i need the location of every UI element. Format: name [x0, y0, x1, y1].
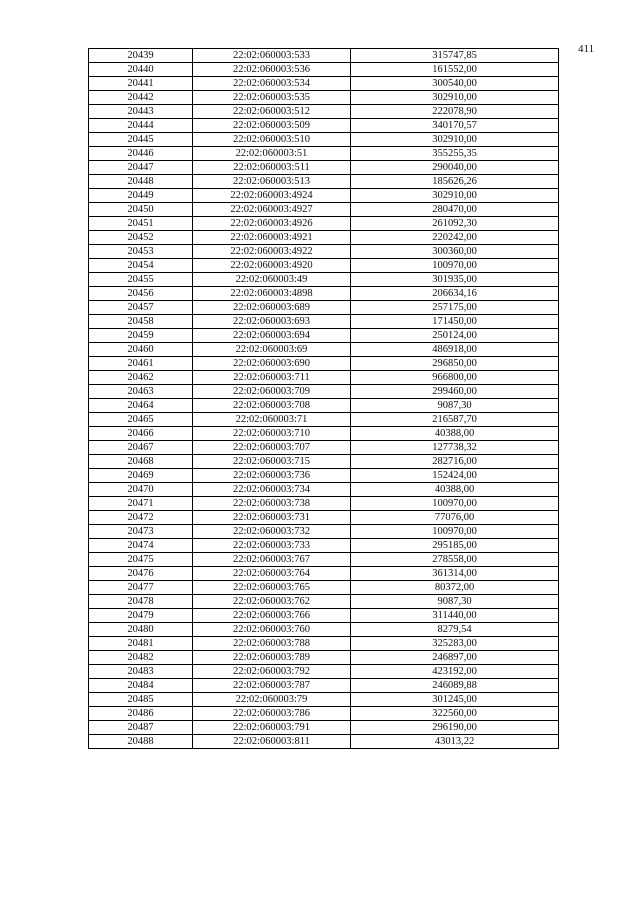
table-row: [89, 315, 559, 329]
row-index-cell: 20454: [89, 259, 193, 273]
cadastral-number-cell: 22:02:060003:710: [193, 427, 351, 441]
page-number: 411: [578, 43, 595, 55]
table-row: [89, 581, 559, 595]
row-index-cell: 20465: [89, 413, 193, 427]
row-index-cell: 20444: [89, 119, 193, 133]
cadastral-value-cell: 302910,00: [351, 133, 559, 147]
cadastral-number-cell: 22:02:060003:736: [193, 469, 351, 483]
cadastral-number-cell: 22:02:060003:509: [193, 119, 351, 133]
cadastral-number-cell: 22:02:060003:764: [193, 567, 351, 581]
row-index-cell: 20474: [89, 539, 193, 553]
row-index-cell: 20473: [89, 525, 193, 539]
row-index-cell: 20466: [89, 427, 193, 441]
cadastral-value-cell: 100970,00: [351, 497, 559, 511]
row-index-cell: 20484: [89, 679, 193, 693]
table-row: [89, 553, 559, 567]
table-row: [89, 511, 559, 525]
table-row: [89, 539, 559, 553]
row-index-cell: 20475: [89, 553, 193, 567]
cadastral-number-cell: 22:02:060003:536: [193, 63, 351, 77]
table-row: [89, 49, 559, 63]
cadastral-number-cell: 22:02:060003:766: [193, 609, 351, 623]
cadastral-number-cell: 22:02:060003:707: [193, 441, 351, 455]
table-row: [89, 133, 559, 147]
cadastral-value-cell: 290040,00: [351, 161, 559, 175]
cadastral-value-cell: 246897,00: [351, 651, 559, 665]
cadastral-number-cell: 22:02:060003:4922: [193, 245, 351, 259]
cadastral-number-cell: 22:02:060003:709: [193, 385, 351, 399]
cadastral-value-cell: 43013,22: [351, 735, 559, 749]
row-index-cell: 20478: [89, 595, 193, 609]
row-index-cell: 20486: [89, 707, 193, 721]
cadastral-value-cell: 355255,35: [351, 147, 559, 161]
table-row: [89, 203, 559, 217]
cadastral-number-cell: 22:02:060003:760: [193, 623, 351, 637]
cadastral-value-cell: 280470,00: [351, 203, 559, 217]
table-row: [89, 483, 559, 497]
cadastral-value-cell: 278558,00: [351, 553, 559, 567]
cadastral-value-cell: 246089,88: [351, 679, 559, 693]
table-row: [89, 119, 559, 133]
row-index-cell: 20460: [89, 343, 193, 357]
table-row: [89, 665, 559, 679]
row-index-cell: 20455: [89, 273, 193, 287]
table-row: [89, 175, 559, 189]
table-row: [89, 259, 559, 273]
cadastral-value-cell: 315747,85: [351, 49, 559, 63]
cadastral-value-cell: 361314,00: [351, 567, 559, 581]
row-index-cell: 20445: [89, 133, 193, 147]
table-row: [89, 413, 559, 427]
cadastral-value-table: [88, 48, 559, 749]
row-index-cell: 20456: [89, 287, 193, 301]
table-body: [89, 49, 559, 749]
table-row: [89, 469, 559, 483]
cadastral-number-cell: 22:02:060003:733: [193, 539, 351, 553]
table-row: [89, 595, 559, 609]
cadastral-number-cell: 22:02:060003:535: [193, 91, 351, 105]
table-row: [89, 329, 559, 343]
cadastral-value-cell: 300540,00: [351, 77, 559, 91]
cadastral-number-cell: 22:02:060003:791: [193, 721, 351, 735]
cadastral-value-cell: 216587,70: [351, 413, 559, 427]
row-index-cell: 20482: [89, 651, 193, 665]
cadastral-value-cell: 301935,00: [351, 273, 559, 287]
cadastral-value-cell: 325283,00: [351, 637, 559, 651]
table-row: [89, 91, 559, 105]
table-row: [89, 427, 559, 441]
cadastral-number-cell: 22:02:060003:787: [193, 679, 351, 693]
cadastral-number-cell: 22:02:060003:690: [193, 357, 351, 371]
table-row: [89, 609, 559, 623]
cadastral-number-cell: 22:02:060003:762: [193, 595, 351, 609]
cadastral-number-cell: 22:02:060003:51: [193, 147, 351, 161]
cadastral-number-cell: 22:02:060003:510: [193, 133, 351, 147]
table-row: [89, 693, 559, 707]
row-index-cell: 20464: [89, 399, 193, 413]
cadastral-number-cell: 22:02:060003:715: [193, 455, 351, 469]
cadastral-value-cell: 299460,00: [351, 385, 559, 399]
cadastral-value-cell: 250124,00: [351, 329, 559, 343]
row-index-cell: 20439: [89, 49, 193, 63]
row-index-cell: 20477: [89, 581, 193, 595]
cadastral-value-cell: 206634,16: [351, 287, 559, 301]
table-row: [89, 105, 559, 119]
table-row: [89, 679, 559, 693]
row-index-cell: 20469: [89, 469, 193, 483]
table-row: [89, 637, 559, 651]
cadastral-value-cell: 282716,00: [351, 455, 559, 469]
cadastral-number-cell: 22:02:060003:734: [193, 483, 351, 497]
cadastral-number-cell: 22:02:060003:71: [193, 413, 351, 427]
row-index-cell: 20457: [89, 301, 193, 315]
row-index-cell: 20479: [89, 609, 193, 623]
cadastral-number-cell: 22:02:060003:694: [193, 329, 351, 343]
row-index-cell: 20463: [89, 385, 193, 399]
cadastral-number-cell: 22:02:060003:49: [193, 273, 351, 287]
row-index-cell: 20451: [89, 217, 193, 231]
row-index-cell: 20441: [89, 77, 193, 91]
cadastral-value-cell: 8279,54: [351, 623, 559, 637]
cadastral-number-cell: 22:02:060003:4921: [193, 231, 351, 245]
cadastral-value-cell: 161552,00: [351, 63, 559, 77]
table-row: [89, 497, 559, 511]
cadastral-value-cell: 185626,26: [351, 175, 559, 189]
cadastral-value-cell: 257175,00: [351, 301, 559, 315]
row-index-cell: 20485: [89, 693, 193, 707]
row-index-cell: 20461: [89, 357, 193, 371]
cadastral-number-cell: 22:02:060003:708: [193, 399, 351, 413]
row-index-cell: 20483: [89, 665, 193, 679]
cadastral-value-cell: 322560,00: [351, 707, 559, 721]
row-index-cell: 20481: [89, 637, 193, 651]
cadastral-number-cell: 22:02:060003:811: [193, 735, 351, 749]
row-index-cell: 20468: [89, 455, 193, 469]
row-index-cell: 20487: [89, 721, 193, 735]
row-index-cell: 20472: [89, 511, 193, 525]
table-row: [89, 721, 559, 735]
row-index-cell: 20446: [89, 147, 193, 161]
table-row: [89, 63, 559, 77]
cadastral-value-cell: 100970,00: [351, 259, 559, 273]
cadastral-number-cell: 22:02:060003:689: [193, 301, 351, 315]
cadastral-value-cell: 295185,00: [351, 539, 559, 553]
cadastral-value-cell: 152424,00: [351, 469, 559, 483]
table-row: [89, 525, 559, 539]
cadastral-number-cell: 22:02:060003:4924: [193, 189, 351, 203]
cadastral-value-cell: 302910,00: [351, 189, 559, 203]
cadastral-value-cell: 296850,00: [351, 357, 559, 371]
cadastral-value-cell: 311440,00: [351, 609, 559, 623]
table-row: [89, 441, 559, 455]
cadastral-number-cell: 22:02:060003:789: [193, 651, 351, 665]
row-index-cell: 20452: [89, 231, 193, 245]
table-row: [89, 343, 559, 357]
cadastral-value-cell: 302910,00: [351, 91, 559, 105]
cadastral-value-cell: 966800,00: [351, 371, 559, 385]
table-row: [89, 567, 559, 581]
table-row: [89, 707, 559, 721]
cadastral-number-cell: 22:02:060003:512: [193, 105, 351, 119]
row-index-cell: 20471: [89, 497, 193, 511]
row-index-cell: 20449: [89, 189, 193, 203]
table-row: [89, 623, 559, 637]
cadastral-value-cell: 77076,00: [351, 511, 559, 525]
row-index-cell: 20453: [89, 245, 193, 259]
cadastral-value-cell: 222078,90: [351, 105, 559, 119]
cadastral-value-cell: 127738,32: [351, 441, 559, 455]
table-row: [89, 651, 559, 665]
cadastral-value-cell: 9087,30: [351, 399, 559, 413]
table-row: [89, 287, 559, 301]
cadastral-value-cell: 301245,00: [351, 693, 559, 707]
cadastral-number-cell: 22:02:060003:533: [193, 49, 351, 63]
row-index-cell: 20470: [89, 483, 193, 497]
row-index-cell: 20448: [89, 175, 193, 189]
cadastral-number-cell: 22:02:060003:4920: [193, 259, 351, 273]
cadastral-number-cell: 22:02:060003:4927: [193, 203, 351, 217]
row-index-cell: 20440: [89, 63, 193, 77]
table-row: [89, 231, 559, 245]
cadastral-number-cell: 22:02:060003:792: [193, 665, 351, 679]
table-row: [89, 735, 559, 749]
cadastral-number-cell: 22:02:060003:767: [193, 553, 351, 567]
row-index-cell: 20447: [89, 161, 193, 175]
row-index-cell: 20462: [89, 371, 193, 385]
cadastral-value-cell: 40388,00: [351, 483, 559, 497]
cadastral-number-cell: 22:02:060003:788: [193, 637, 351, 651]
cadastral-value-cell: 40388,00: [351, 427, 559, 441]
cadastral-value-cell: 296190,00: [351, 721, 559, 735]
table-row: [89, 357, 559, 371]
table-row: [89, 161, 559, 175]
cadastral-number-cell: 22:02:060003:511: [193, 161, 351, 175]
cadastral-number-cell: 22:02:060003:513: [193, 175, 351, 189]
cadastral-number-cell: 22:02:060003:4926: [193, 217, 351, 231]
cadastral-number-cell: 22:02:060003:4898: [193, 287, 351, 301]
row-index-cell: 20459: [89, 329, 193, 343]
row-index-cell: 20443: [89, 105, 193, 119]
cadastral-number-cell: 22:02:060003:711: [193, 371, 351, 385]
row-index-cell: 20450: [89, 203, 193, 217]
table-row: [89, 77, 559, 91]
cadastral-number-cell: 22:02:060003:786: [193, 707, 351, 721]
table-row: [89, 385, 559, 399]
cadastral-value-cell: 100970,00: [351, 525, 559, 539]
table-row: [89, 147, 559, 161]
row-index-cell: 20442: [89, 91, 193, 105]
cadastral-number-cell: 22:02:060003:765: [193, 581, 351, 595]
cadastral-value-cell: 171450,00: [351, 315, 559, 329]
table-row: [89, 245, 559, 259]
table-row: [89, 189, 559, 203]
row-index-cell: 20458: [89, 315, 193, 329]
cadastral-value-cell: 9087,30: [351, 595, 559, 609]
cadastral-number-cell: 22:02:060003:731: [193, 511, 351, 525]
row-index-cell: 20480: [89, 623, 193, 637]
row-index-cell: 20488: [89, 735, 193, 749]
cadastral-value-cell: 423192,00: [351, 665, 559, 679]
cadastral-number-cell: 22:02:060003:79: [193, 693, 351, 707]
cadastral-value-cell: 261092,30: [351, 217, 559, 231]
table-row: [89, 455, 559, 469]
cadastral-value-cell: 300360,00: [351, 245, 559, 259]
table-row: [89, 273, 559, 287]
row-index-cell: 20467: [89, 441, 193, 455]
cadastral-number-cell: 22:02:060003:69: [193, 343, 351, 357]
table-row: [89, 399, 559, 413]
table-row: [89, 371, 559, 385]
cadastral-number-cell: 22:02:060003:693: [193, 315, 351, 329]
cadastral-number-cell: 22:02:060003:534: [193, 77, 351, 91]
cadastral-number-cell: 22:02:060003:738: [193, 497, 351, 511]
row-index-cell: 20476: [89, 567, 193, 581]
cadastral-value-cell: 486918,00: [351, 343, 559, 357]
cadastral-value-cell: 340170,57: [351, 119, 559, 133]
cadastral-value-cell: 80372,00: [351, 581, 559, 595]
cadastral-number-cell: 22:02:060003:732: [193, 525, 351, 539]
cadastral-value-cell: 220242,00: [351, 231, 559, 245]
table-row: [89, 217, 559, 231]
table-row: [89, 301, 559, 315]
